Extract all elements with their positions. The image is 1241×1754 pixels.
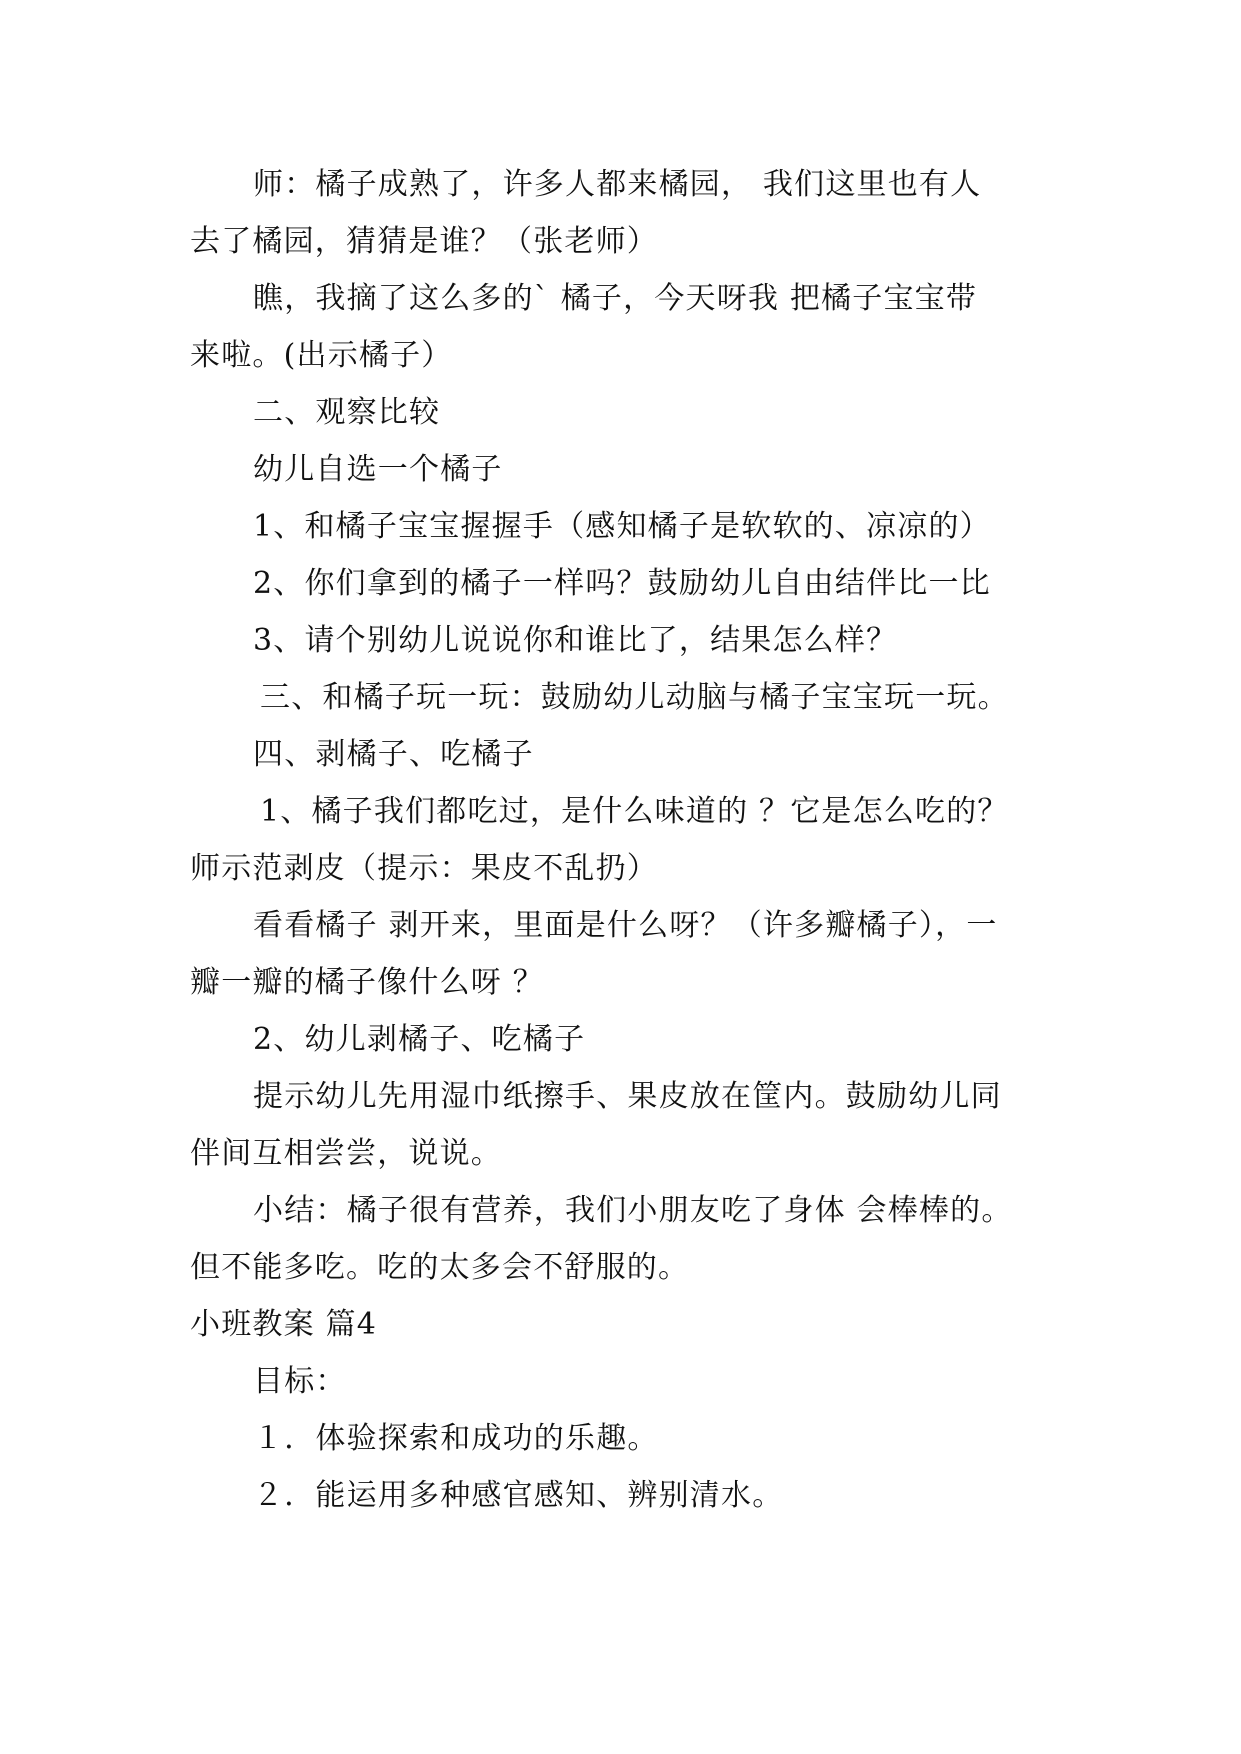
goals-heading: 目标： (253, 1364, 347, 1399)
paragraph-line: 师示范剥皮（提示：果皮不乱扔） (190, 851, 658, 886)
section-heading: 三、和橘子玩一玩：鼓励幼儿动脑与橘子宝宝玩一玩。 (260, 680, 1009, 715)
paragraph-line: 去了橘园，猜猜是谁？（张老师） (190, 224, 658, 259)
list-item: 2、幼儿剥橘子、吃橘子 (253, 1022, 586, 1057)
list-item: 1、和橘子宝宝握握手（感知橘子是软软的、凉凉的） (253, 509, 991, 544)
list-item: 1、橘子我们都吃过，是什么味道的 ？它是怎么吃的？ (260, 794, 1009, 829)
paragraph-line: 但不能多吃。吃的太多会不舒服的。 (190, 1250, 690, 1285)
paragraph-line: 瞧，我摘了这么多的` 橘子，今天呀我 把橘子宝宝带 (253, 281, 978, 316)
list-item: 3、请个别幼儿说说你和谁比了，结果怎么样？ (253, 623, 898, 658)
list-item: 2、你们拿到的橘子一样吗？鼓励幼儿自由结伴比一比 (253, 566, 991, 601)
paragraph-line: 幼儿自选一个橘子 (253, 452, 503, 487)
paragraph-line: 瓣一瓣的橘子像什么呀 ？ (190, 965, 544, 1000)
section-heading: 四、剥橘子、吃橘子 (253, 737, 534, 772)
paragraph-line: 看看橘子 剥开来，里面是什么呀？（许多瓣橘子），一 (253, 908, 998, 943)
lesson-title: 小班教案 篇4 (190, 1307, 378, 1342)
list-item: １．体验探索和成功的乐趣。 (253, 1421, 659, 1456)
paragraph-line: 伴间互相尝尝，说说。 (190, 1136, 502, 1171)
paragraph-line: 提示幼儿先用湿巾纸擦手、果皮放在筐内。鼓励幼儿同 (253, 1079, 1002, 1114)
paragraph-line: 来啦。(出示橘子） (190, 338, 453, 373)
section-heading: 二、观察比较 (253, 395, 441, 430)
list-item: ２．能运用多种感官感知、辨别清水。 (253, 1478, 784, 1513)
paragraph-line: 小结：橘子很有营养，我们小朋友吃了身体 会棒棒的。 (253, 1193, 1013, 1228)
paragraph-line: 师：橘子成熟了，许多人都来橘园， 我们这里也有人 (253, 167, 982, 202)
